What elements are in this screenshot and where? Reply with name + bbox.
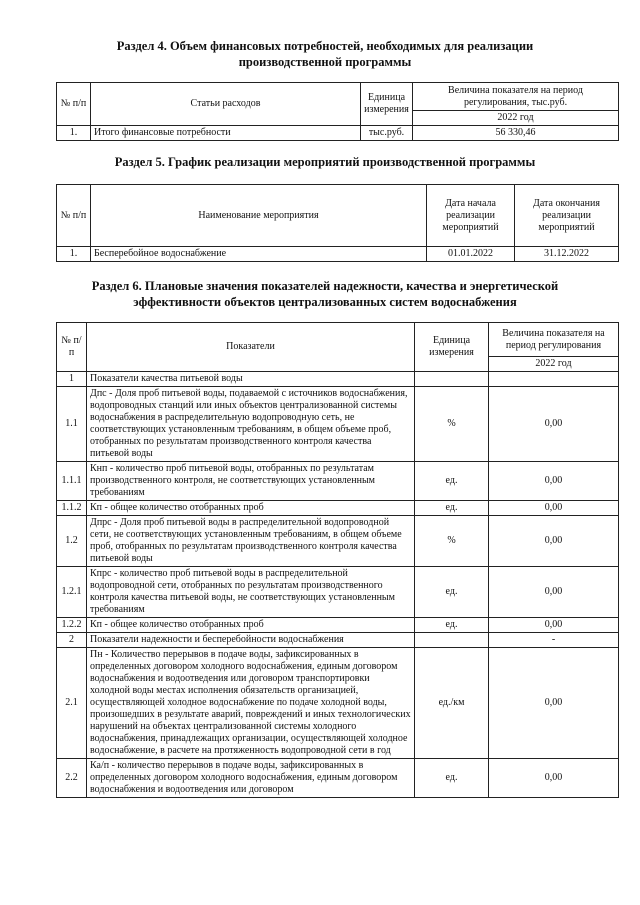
row-unit: ед.: [415, 567, 489, 618]
section5-header-end: Дата окончания реализации мероприятий: [515, 185, 619, 247]
row-value: 0,00: [489, 501, 619, 516]
row-unit: ед.: [415, 759, 489, 798]
table-row: [57, 247, 619, 262]
row-num: 1.: [57, 247, 91, 262]
section4-header-unit: Единица измерения: [361, 83, 413, 126]
section6-title-line2: эффективности объектов централизованных систем водоснабжения: [133, 295, 517, 309]
row-unit: тыс.руб.: [361, 126, 413, 141]
table-row: [57, 462, 619, 501]
row-value: [489, 372, 619, 387]
section4-header-year: 2022 год: [413, 111, 619, 126]
row-unit: ед.: [415, 462, 489, 501]
row-unit: ед.: [415, 501, 489, 516]
row-num: 1.1.1: [57, 462, 87, 501]
row-value: 0,00: [489, 567, 619, 618]
section6-rows: [57, 372, 619, 798]
section4-table: [56, 82, 619, 141]
section6-table: [56, 322, 619, 798]
row-num: 1.1: [57, 387, 87, 462]
row-unit: [415, 372, 489, 387]
table-row: [57, 567, 619, 618]
table-row: [57, 618, 619, 633]
row-num: 1.2.2: [57, 618, 87, 633]
table-row: [57, 372, 619, 387]
row-name: Итого финансовые потребности: [91, 126, 361, 141]
section4-header-num: № п/п: [57, 83, 91, 126]
section5-header-num: № п/п: [57, 185, 91, 247]
row-unit: ед./км: [415, 648, 489, 759]
table-row: [57, 387, 619, 462]
section4-header-items: Статьи расходов: [91, 83, 361, 126]
row-unit: %: [415, 387, 489, 462]
row-num: 1.2.1: [57, 567, 87, 618]
row-value: -: [489, 633, 619, 648]
section5-header-name: Наименование мероприятия: [91, 185, 427, 247]
table-row: [57, 126, 619, 141]
section6-title: [60, 278, 590, 310]
row-name: Показатели надежности и бесперебойности водоснабжения: [87, 633, 415, 648]
section5-title: [60, 154, 590, 170]
row-name: Показатели качества питьевой воды: [87, 372, 415, 387]
row-num: 1.2: [57, 516, 87, 567]
section6-header-num: № п/п: [57, 323, 87, 372]
section6-header-year: 2022 год: [489, 357, 619, 372]
section4-title-line2: производственной программы: [238, 55, 412, 69]
section5-table: [56, 184, 619, 262]
section6-title-line1: Раздел 6. Плановые значения показателей надежности, качества и энергетической: [91, 279, 559, 293]
table-row: [57, 501, 619, 516]
row-value: 0,00: [489, 387, 619, 462]
row-value: 0,00: [489, 516, 619, 567]
section4-title-line1: Раздел 4. Объем финансовых потребностей, необходимых для реализации: [116, 39, 534, 53]
row-value: 0,00: [489, 618, 619, 633]
row-value: 0,00: [489, 648, 619, 759]
table-row: [57, 633, 619, 648]
row-num: 2.2: [57, 759, 87, 798]
row-value: 0,00: [489, 759, 619, 798]
row-start: 01.01.2022: [427, 247, 515, 262]
row-name: Дпс - Доля проб питьевой воды, подаваемой с источников водоснабжения, водопроводных станций или иных объектов централизованной системы водоснабжения в распределительную водопроводную сеть, не соответствующих установленным требованиям, в общем объеме проб, отобранных по результатам производственного контроля качества питьевой воды: [87, 387, 415, 462]
section5-header-start: Дата начала реализации мероприятий: [427, 185, 515, 247]
row-name: Дпрс - Доля проб питьевой воды в распределительной водопроводной сети, не соответствующих установленным требованиям, в общем объеме проб, отобранных по результатам производственного контроля качества питьевой воды: [87, 516, 415, 567]
row-name: Кнп - количество проб питьевой воды, отобранных по результатам производственного контроля, не соответствующих установленным требованиям: [87, 462, 415, 501]
section4-header-value: Величина показателя на период регулирования, тыс.руб.: [413, 83, 619, 111]
row-name: Кп - общее количество отобранных проб: [87, 501, 415, 516]
row-unit: [415, 633, 489, 648]
row-value: 0,00: [489, 462, 619, 501]
row-name: Ка/п - количество перерывов в подаче воды, зафиксированных в определенных договором холодного водоснабжения, единым договором водоснабжения и водоотведения или договором: [87, 759, 415, 798]
row-num: 2: [57, 633, 87, 648]
section6-header-value: Величина показателя на период регулирования: [489, 323, 619, 357]
row-name: Кп - общее количество отобранных проб: [87, 618, 415, 633]
table-row: [57, 516, 619, 567]
row-num: 1: [57, 372, 87, 387]
section6-header-unit: Единица измерения: [415, 323, 489, 372]
row-num: 1.: [57, 126, 91, 141]
table-row: [57, 759, 619, 798]
row-name: Кпрс - количество проб питьевой воды в распределительной водопроводной сети, отобранных по результатам производственного контроля качества питьевой воды, не соответствующих установленным требованиям: [87, 567, 415, 618]
section5-title-text: Раздел 5. График реализации мероприятий производственной программы: [114, 155, 536, 169]
section4-title: [60, 38, 590, 70]
row-num: 2.1: [57, 648, 87, 759]
row-value: 56 330,46: [413, 126, 619, 141]
row-name: Пн - Количество перерывов в подаче воды, зафиксированных в определенных договором холодного водоснабжения, единым договором водоснабжения и водоотведения или договором транспортировки холодной воды местах исполнения обязательств организацией, осуществляющей холодное водоснабжение по подаче холодной воды, произошедших в результате аварий, повреждений и иных технологических нарушений на объектах централизованной системы холодного водоснабжения, принадлежащих организации, осуществляющей холодное водоснабжение, в расчете на протяженность водопроводной сети в год: [87, 648, 415, 759]
section6-header-name: Показатели: [87, 323, 415, 372]
table-row: [57, 648, 619, 759]
row-unit: %: [415, 516, 489, 567]
row-unit: ед.: [415, 618, 489, 633]
row-end: 31.12.2022: [515, 247, 619, 262]
row-name: Бесперебойное водоснабжение: [91, 247, 427, 262]
row-num: 1.1.2: [57, 501, 87, 516]
